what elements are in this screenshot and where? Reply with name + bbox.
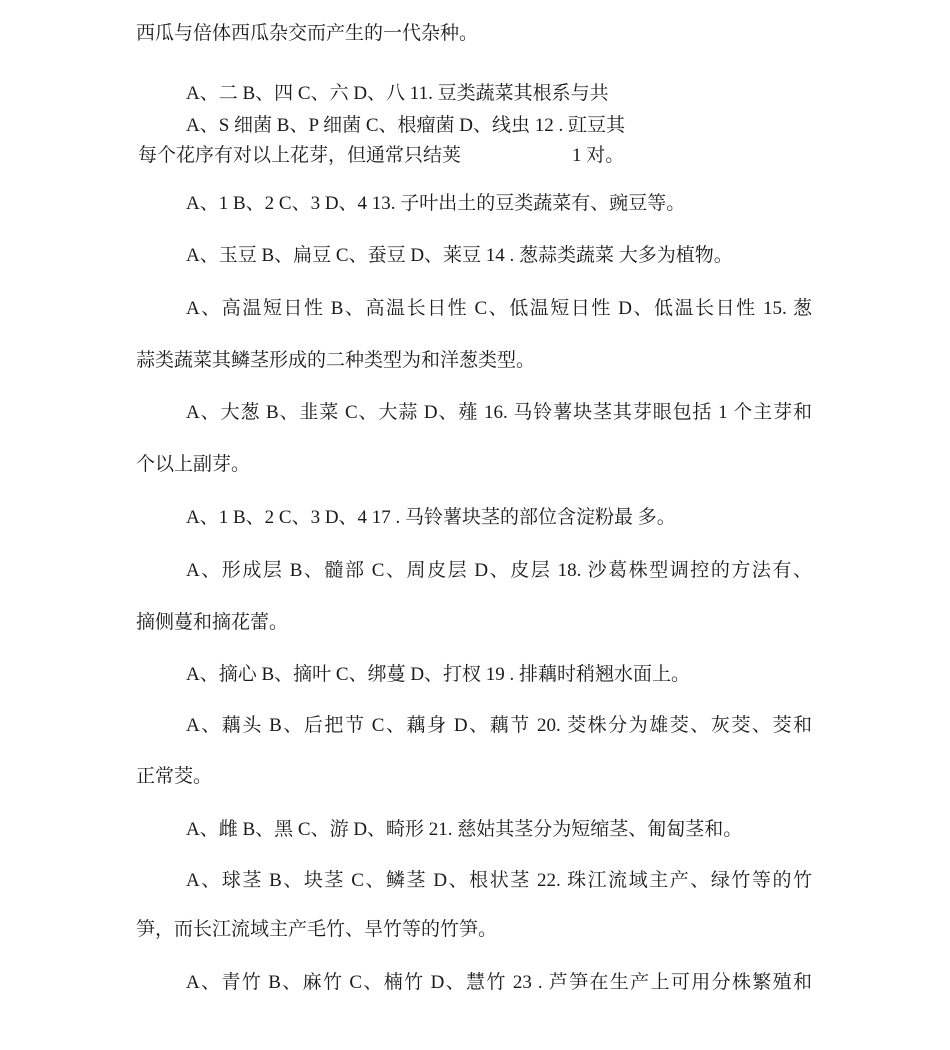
text-line: 每个花序有对以上花芽，但通常只结荚 [138,145,462,166]
text-line: 1 对。 [572,145,625,166]
text-line: A、S 细菌 B、P 细菌 C、根瘤菌 D、线虫 12 . 豇豆其 [186,115,625,136]
text-line: A、雌 B、黑 C、游 D、畸形 21. 慈姑其茎分为短缩茎、匍匐茎和。 [186,819,743,840]
text-line: A、1 B、2 C、3 D、4 17 . 马铃薯块茎的部位含淀粉最 多。 [186,507,676,528]
text-line: A、球茎 B、块茎 C、鳞茎 D、根状茎 22. 珠江流域主产、绿竹等的竹 [186,870,812,891]
text-line: 摘侧蔓和摘花蕾。 [136,612,289,633]
text-line: A、形成层 B、髓部 C、周皮层 D、皮层 18. 沙葛株型调控的方法有、 [186,560,812,581]
text-line: 笋，而长江流域主产毛竹、旱竹等的竹笋。 [136,919,498,940]
text-line: A、摘心 B、摘叶 C、绑蔓 D、打杈 19 . 排藕时稍翘水面上。 [186,664,691,685]
text-line: A、青竹 B、麻竹 C、楠竹 D、慧竹 23 . 芦笋在生产上可用分株繁殖和 [186,972,812,993]
text-line: 蒜类蔬菜其鳞茎形成的二种类型为和洋葱类型。 [136,350,536,371]
text-line: A、二 B、四 C、六 D、八 11. 豆类蔬菜其根系与共 [186,83,609,104]
text-line: 西瓜与倍体西瓜杂交而产生的一代杂种。 [136,23,479,44]
text-line: 正常茭。 [136,766,213,787]
text-line: A、玉豆 B、扁豆 C、蚕豆 D、莱豆 14 . 葱蒜类蔬菜 大多为植物。 [186,245,733,266]
text-line: A、高温短日性 B、高温长日性 C、低温短日性 D、低温长日性 15. 葱 [186,298,812,319]
text-line: A、大葱 B、韭菜 C、大蒜 D、薤 16. 马铃薯块茎其芽眼包括 1 个主芽和 [186,402,812,423]
text-line: A、藕头 B、后把节 C、藕身 D、藕节 20. 茭株分为雄茭、灰茭、茭和 [186,715,812,736]
text-line: 个以上副芽。 [136,454,251,475]
text-line: A、1 B、2 C、3 D、4 13. 子叶出土的豆类蔬菜有、豌豆等。 [186,193,686,214]
